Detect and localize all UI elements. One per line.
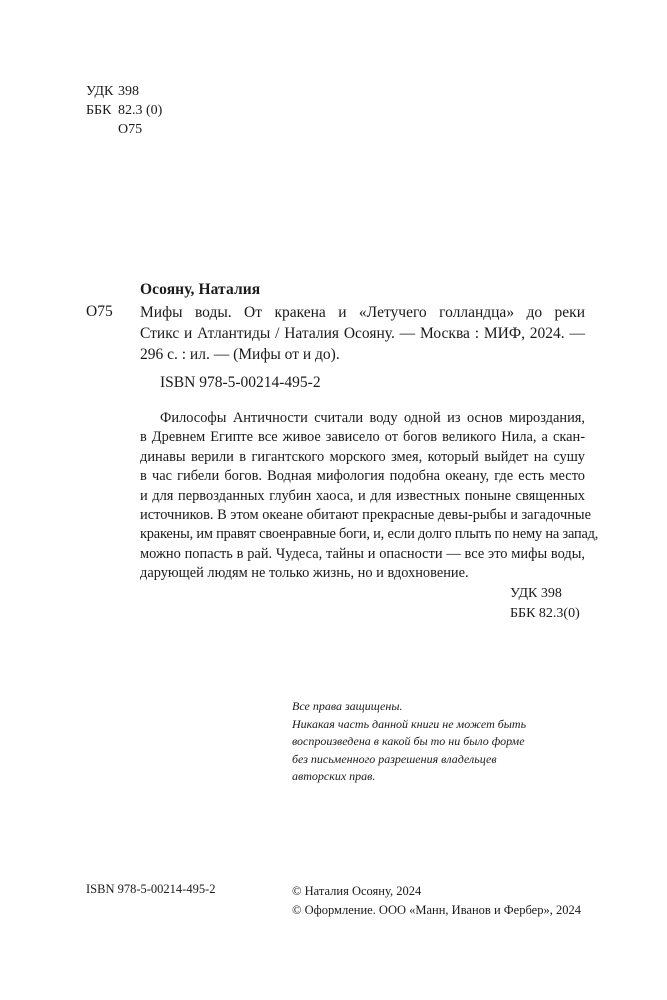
rights-line: Никакая часть данной книги не может быть (292, 716, 527, 731)
rights-line: Все права защищены. (292, 699, 403, 713)
udk-code: УДК 398 (510, 586, 562, 601)
bibliographic-description (140, 302, 585, 365)
classification-codes-top (86, 82, 162, 139)
isbn-footer: ISBN 978-5-00214-495-2 (86, 882, 216, 896)
author-sign-top: О75 (118, 122, 143, 137)
bbk-code: ББК 82.3(0) (510, 606, 580, 621)
copyright-block (292, 882, 581, 920)
isbn-record: ISBN 978-5-00214-495-2 (160, 374, 321, 391)
annotation-line: и для первозданных глубин хаоса, и для известных поныне священных (140, 487, 585, 504)
rights-line: без письменного разрешения владельцев (292, 751, 497, 766)
title-line-1: Мифы воды. От кракена и «Летучего голландца» до реки (140, 304, 585, 321)
annotation-line: можно попасть в рай. Чудеса, тайны и опасности — все это мифы воды, (140, 545, 585, 562)
annotation (140, 409, 599, 584)
annotation-line: Философы Античности считали воду одной из основ мироздания, (160, 410, 585, 426)
bbk-value: 82.3 (0) (118, 103, 163, 118)
rights-line: авторских прав. (292, 769, 376, 783)
udk-value: 398 (118, 84, 139, 99)
author-heading: Осояну, Наталия (140, 281, 261, 298)
rights-line: воспроизведена в какой бы то ни было форме (292, 734, 525, 748)
copyright-line: © Оформление. ООО «Манн, Иванов и Фербер», 2024 (292, 903, 581, 917)
annotation-line: динавы верили в гигантского морского змея, который выйдет на сушу (140, 448, 585, 465)
bbk-row (86, 101, 162, 120)
udk-row (86, 82, 162, 101)
title-line-3: 296 с. : ил. — (Мифы от и до). (140, 346, 340, 363)
annotation-line: в Древнем Египте все живое зависело от богов великого Нила, а скан- (140, 429, 585, 446)
annotation-line: кракены, им правят своенравные боги, и, если долго плыть по нему на запад, (140, 526, 599, 543)
annotation-line: дарующей людям не только жизнь, но и вдохновение. (140, 565, 469, 582)
bbk-label: ББК (86, 103, 112, 118)
classification-codes-bottom (510, 584, 580, 624)
annotation-line: в час гибели богов. Водная мифология подобна океану, где есть место (140, 468, 585, 485)
rights-notice (292, 698, 526, 786)
annotation-line: источников. В этом океане обитают прекрасные девы-рыбы и загадочные (140, 507, 591, 524)
author-sign: О75 (86, 303, 113, 320)
copyright-line: © Наталия Осояну, 2024 (292, 884, 422, 898)
title-line-2: Стикс и Атлантиды / Наталия Осояну. — Москва : МИФ, 2024. — (140, 325, 585, 342)
udk-label: УДК (86, 84, 114, 99)
